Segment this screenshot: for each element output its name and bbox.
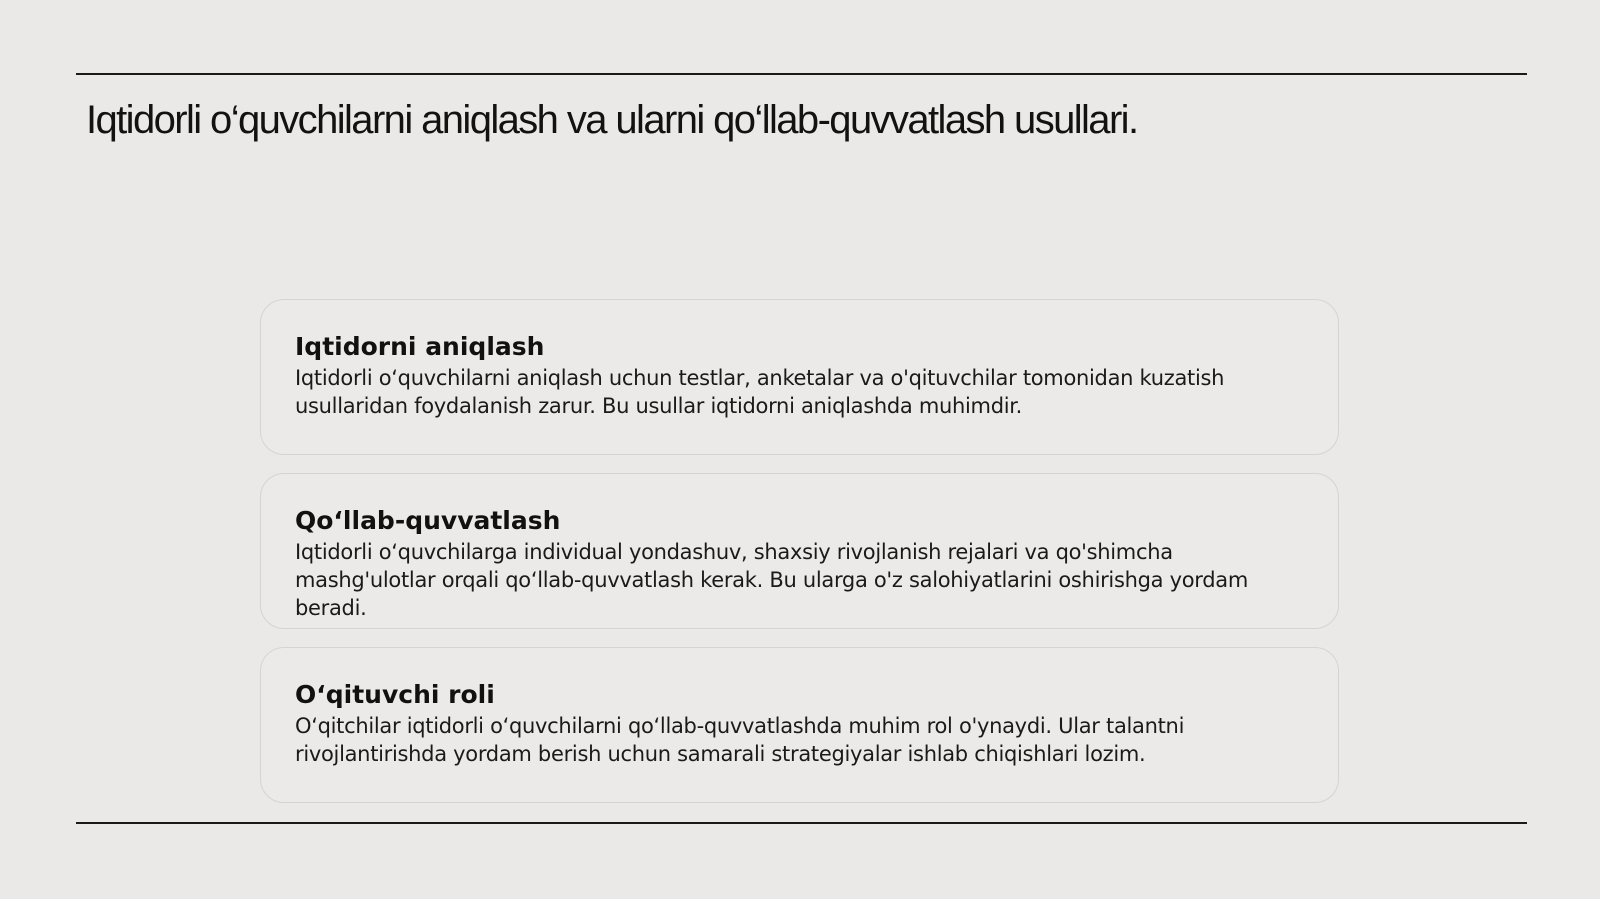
card-heading: O‘qituvchi roli	[295, 680, 495, 709]
slide-title: Iqtidorli o‘quvchilarni aniqlash va ularni qo‘llab-quvvatlash usullari.	[86, 98, 1138, 142]
card-heading: Iqtidorni aniqlash	[295, 332, 545, 361]
card-list	[260, 299, 1339, 821]
card-body: Iqtidorli o‘quvchilarga individual yondashuv, shaxsiy rivojlanish rejalari va qo'shimcha mashg'ulotlar orqali qo‘llab-quvvatlash kerak. Bu ularga o'z salohiyatlarini oshirishga yordam beradi.	[295, 540, 1248, 620]
card-teacher-role	[260, 647, 1339, 803]
card-identifying-talent	[260, 299, 1339, 455]
bottom-divider	[76, 822, 1527, 824]
card-body: O‘qitchilar iqtidorli o‘quvchilarni qo‘llab-quvvatlashda muhim rol o'ynaydi. Ular talantni rivojlantirishda yordam berish uchun samarali strategiyalar ishlab chiqishlari lozim.	[295, 714, 1185, 766]
card-body: Iqtidorli o‘quvchilarni aniqlash uchun testlar, anketalar va o'qituvchilar tomonidan kuzatish usullaridan foydalanish zarur. Bu usullar iqtidorni aniqlashda muhimdir.	[295, 366, 1225, 418]
card-heading: Qo‘llab-quvvatlash	[295, 506, 561, 535]
top-divider	[76, 73, 1527, 75]
card-support	[260, 473, 1339, 629]
